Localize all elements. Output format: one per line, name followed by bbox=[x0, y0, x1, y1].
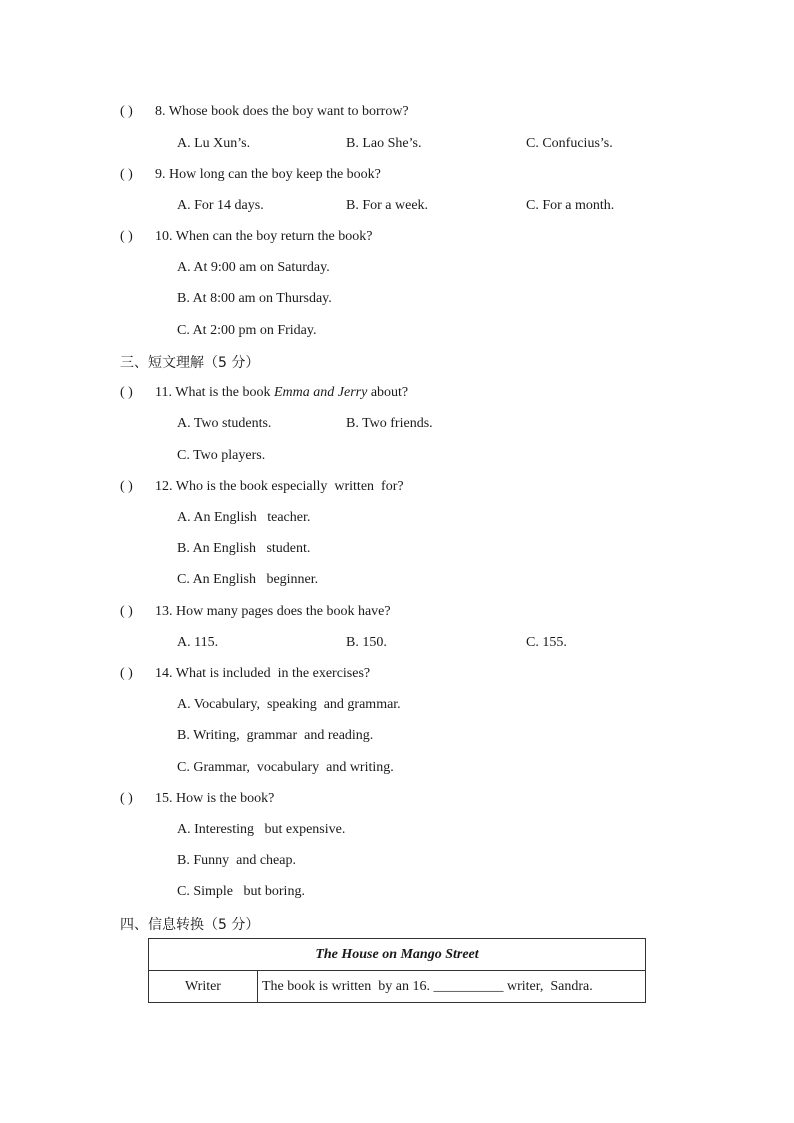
question-text: 8. Whose book does the boy want to borrow? bbox=[155, 104, 409, 119]
table-title: The House on Mango Street bbox=[149, 939, 646, 971]
option-a: A. At 9:00 am on Saturday. bbox=[177, 260, 330, 275]
option-c: C. For a month. bbox=[526, 198, 615, 213]
section-heading: 四、信息转换（5 分） bbox=[120, 917, 260, 933]
option-a: A. An English teacher. bbox=[177, 510, 311, 525]
question-text: 10. When can the boy return the book? bbox=[155, 229, 373, 244]
option-c: C. Confucius’s. bbox=[526, 136, 613, 151]
question-text: 14. What is included in the exercises? bbox=[155, 666, 371, 681]
option-c: C. An English beginner. bbox=[177, 572, 319, 587]
answer-blank[interactable]: ( ) bbox=[120, 479, 133, 494]
option-b: B. Writing, grammar and reading. bbox=[177, 728, 374, 743]
option-c: C. Two players. bbox=[177, 448, 266, 463]
option-c: C. Simple but boring. bbox=[177, 884, 305, 899]
question-text-part: about? bbox=[367, 385, 409, 400]
table-label: Writer bbox=[149, 971, 258, 1003]
table-value[interactable]: The book is written by an 16. __________ writer, Sandra. bbox=[258, 971, 646, 1003]
book-title: Emma and Jerry bbox=[274, 385, 368, 400]
info-table bbox=[148, 938, 646, 1003]
option-c: C. At 2:00 pm on Friday. bbox=[177, 323, 317, 338]
answer-blank[interactable]: ( ) bbox=[120, 791, 133, 806]
option-a: A. 115. bbox=[177, 635, 219, 650]
option-c: C. Grammar, vocabulary and writing. bbox=[177, 760, 394, 775]
option-a: A. For 14 days. bbox=[177, 198, 264, 213]
answer-blank[interactable]: ( ) bbox=[120, 229, 133, 244]
question-text-part: 11. What is the book bbox=[155, 385, 274, 400]
option-b: B. Lao She’s. bbox=[346, 136, 422, 151]
answer-blank[interactable]: ( ) bbox=[120, 385, 133, 400]
option-b: B. For a week. bbox=[346, 198, 429, 213]
table-row bbox=[149, 971, 646, 1003]
section-heading: 三、短文理解（5 分） bbox=[120, 355, 260, 371]
question-text bbox=[155, 384, 408, 402]
option-b: B. Funny and cheap. bbox=[177, 853, 296, 868]
answer-blank[interactable]: ( ) bbox=[120, 604, 133, 619]
option-c: C. 155. bbox=[526, 635, 567, 650]
question-text: 15. How is the book? bbox=[155, 791, 275, 806]
question-text: 13. How many pages does the book have? bbox=[155, 604, 391, 619]
question-text: 9. How long can the boy keep the book? bbox=[155, 167, 381, 182]
option-a: A. Lu Xun’s. bbox=[177, 136, 251, 151]
option-b: B. Two friends. bbox=[346, 416, 433, 431]
option-b: B. At 8:00 am on Thursday. bbox=[177, 291, 332, 306]
option-a: A. Interesting but expensive. bbox=[177, 822, 346, 837]
answer-blank[interactable]: ( ) bbox=[120, 104, 133, 119]
question-text: 12. Who is the book especially written for? bbox=[155, 479, 404, 494]
option-a: A. Vocabulary, speaking and grammar. bbox=[177, 697, 401, 712]
option-a: A. Two students. bbox=[177, 416, 272, 431]
table-row bbox=[149, 939, 646, 971]
option-b: B. 150. bbox=[346, 635, 387, 650]
answer-blank[interactable]: ( ) bbox=[120, 167, 133, 182]
answer-blank[interactable]: ( ) bbox=[120, 666, 133, 681]
option-b: B. An English student. bbox=[177, 541, 311, 556]
